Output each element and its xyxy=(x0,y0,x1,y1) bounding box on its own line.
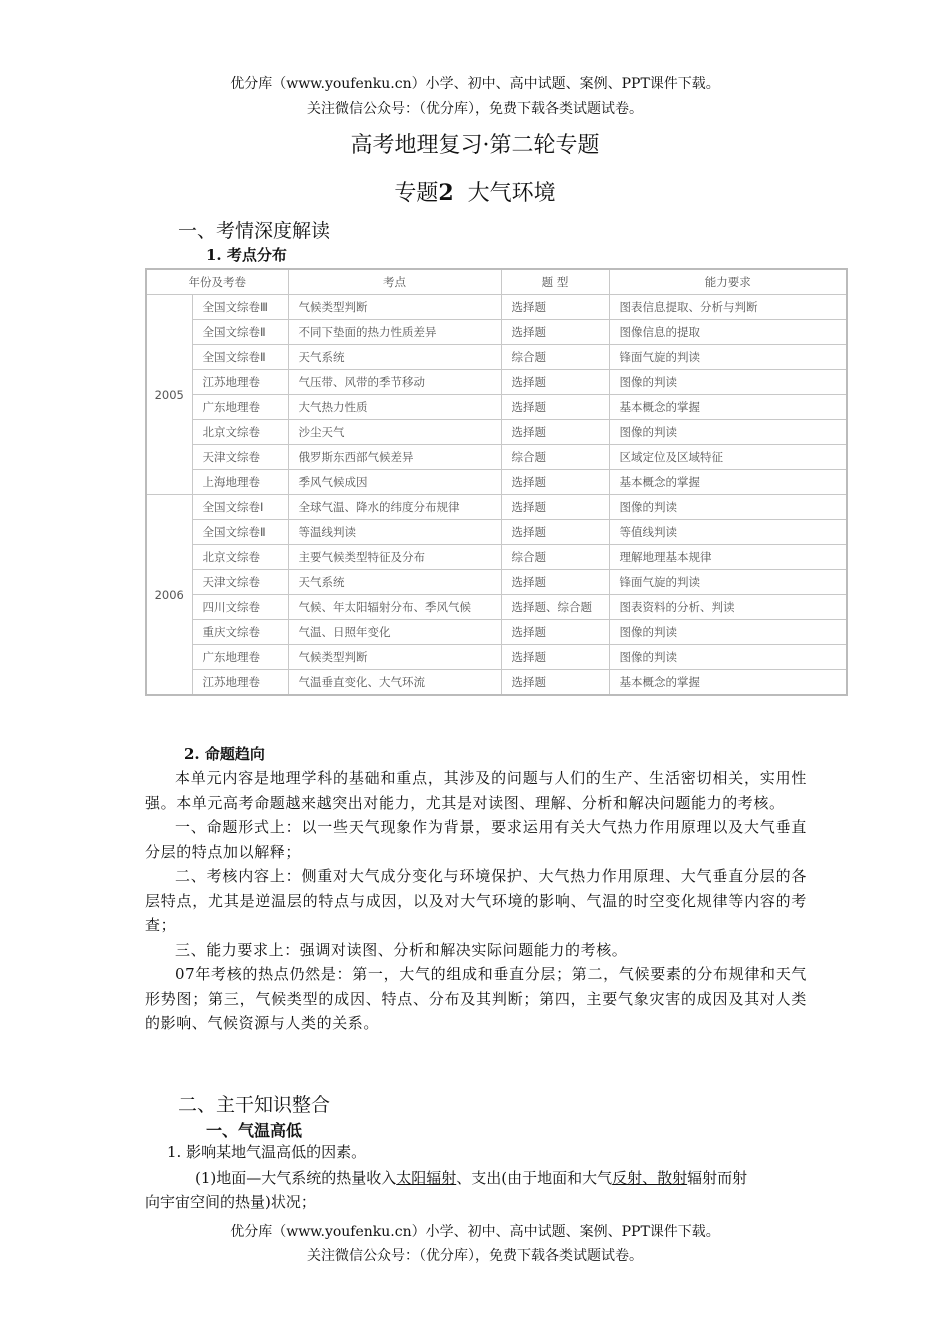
table-row xyxy=(146,645,847,670)
table-cell: 图像信息的提取 xyxy=(609,320,847,345)
table-cell: 天津文综卷 xyxy=(192,445,288,470)
footer-line-1: 优分库（www.youfenku.cn）小学、初中、高中试题、案例、PPT课件下载。 xyxy=(230,1224,720,1240)
table-cell: 重庆文综卷 xyxy=(192,620,288,645)
table-cell: 图像的判读 xyxy=(609,645,847,670)
table-cell: 天气系统 xyxy=(288,345,501,370)
table-cell: 北京文综卷 xyxy=(192,420,288,445)
table-cell: 选择题 xyxy=(501,420,609,445)
table-cell: 选择题 xyxy=(501,495,609,520)
trend-paragraph: 本单元内容是地理学科的基础和重点，其涉及的问题与人们的生产、生活密切相关，实用性强。本单元高考命题越来越突出对能力，尤其是对读图、理解、分析和解决问题能力的考核。 xyxy=(145,769,807,812)
table-cell: 选择题 xyxy=(501,320,609,345)
subheading-trend: 2. 命题趋向 xyxy=(184,745,265,763)
table-cell: 全国文综卷Ⅲ xyxy=(192,295,288,320)
table-cell: 俄罗斯东西部气候差异 xyxy=(288,445,501,470)
table-cell: 上海地理卷 xyxy=(192,470,288,495)
table-cell: 江苏地理卷 xyxy=(192,370,288,395)
table-cell: 天津文综卷 xyxy=(192,570,288,595)
trend-paragraph: 三、能力要求上：强调对读图、分析和解决实际问题能力的考核。 xyxy=(175,940,628,959)
table-row xyxy=(146,595,847,620)
table-cell: 季风气候成因 xyxy=(288,470,501,495)
table-row xyxy=(146,470,847,495)
table-row xyxy=(146,520,847,545)
table-row xyxy=(146,345,847,370)
table-cell: 江苏地理卷 xyxy=(192,670,288,696)
table-cell: 气候类型判断 xyxy=(288,645,501,670)
table-row xyxy=(146,545,847,570)
table-cell: 全国文综卷Ⅱ xyxy=(192,320,288,345)
table-cell: 基本概念的掌握 xyxy=(609,670,847,696)
table-cell: 沙尘天气 xyxy=(288,420,501,445)
table-header: 年份及考卷 xyxy=(146,269,288,295)
footer-line-2: 关注微信公众号：（优分库），免费下载各类试题试卷。 xyxy=(307,1248,643,1264)
table-cell: 大气热力性质 xyxy=(288,395,501,420)
table-cell: 选择题 xyxy=(501,295,609,320)
table-cell: 理解地理基本规律 xyxy=(609,545,847,570)
table-cell: 四川文综卷 xyxy=(192,595,288,620)
table-row xyxy=(146,320,847,345)
table-row xyxy=(146,420,847,445)
table-cell: 不同下垫面的热力性质差异 xyxy=(288,320,501,345)
exam-points-table xyxy=(145,268,848,696)
table-cell: 选择题 xyxy=(501,645,609,670)
trend-paragraph: 一、命题形式上：以一些天气现象作为背景，要求运用有关大气热力作用原理以及大气垂直分层的特点加以解释； xyxy=(145,818,807,861)
table-cell: 全国文综卷Ⅱ xyxy=(192,345,288,370)
item2-text: 辐射而射 xyxy=(687,1169,748,1187)
table-row xyxy=(146,620,847,645)
table-cell: 气压带、风带的季节移动 xyxy=(288,370,501,395)
subtitle-prefix: 专题 xyxy=(394,181,439,206)
table-cell: 综合题 xyxy=(501,445,609,470)
table-row xyxy=(146,370,847,395)
table-cell: 锋面气旋的判读 xyxy=(609,570,847,595)
year-cell: 2005 xyxy=(146,295,192,495)
trend-paragraph: 07年考核的热点仍然是：第一，大气的组成和垂直分层；第二，气候要素的分布规律和天气形势图；第三，气候类型的成因、特点、分布及其判断；第四，主要气象灾害的成因及其对人类的影响、气候资源与人类的关系。 xyxy=(145,965,807,1032)
table-cell: 全国文综卷Ⅰ xyxy=(192,495,288,520)
section-heading-1: 一、考情深度解读 xyxy=(178,220,331,242)
table-cell: 选择题、综合题 xyxy=(501,595,609,620)
subheading-exam-points: 1. 考点分布 xyxy=(206,246,287,264)
table-cell: 选择题 xyxy=(501,470,609,495)
table-cell: 选择题 xyxy=(501,370,609,395)
subtitle-rest: 大气环境 xyxy=(467,181,556,206)
table-header: 考点 xyxy=(288,269,501,295)
table-cell: 基本概念的掌握 xyxy=(609,470,847,495)
table-cell: 全国文综卷Ⅱ xyxy=(192,520,288,545)
table-row xyxy=(146,295,847,320)
table-cell: 图表资料的分析、判读 xyxy=(609,595,847,620)
table-header: 能力要求 xyxy=(609,269,847,295)
knowledge-item-2-cont: 向宇宙空间的热量)状况； xyxy=(145,1193,316,1211)
table-cell: 气候类型判断 xyxy=(288,295,501,320)
table-cell: 锋面气旋的判读 xyxy=(609,345,847,370)
table-cell: 选择题 xyxy=(501,620,609,645)
header-line-2: 关注微信公众号：（优分库），免费下载各类试题试卷。 xyxy=(307,101,643,117)
table-cell: 综合题 xyxy=(501,345,609,370)
table-cell: 图像的判读 xyxy=(609,495,847,520)
table-row xyxy=(146,395,847,420)
table-cell: 选择题 xyxy=(501,670,609,696)
table-row xyxy=(146,495,847,520)
knowledge-item-2 xyxy=(195,1166,747,1191)
table-header-row xyxy=(146,269,847,295)
subheading-temperature: 一、气温高低 xyxy=(206,1121,303,1140)
table-cell: 北京文综卷 xyxy=(192,545,288,570)
table-row xyxy=(146,570,847,595)
table-row xyxy=(146,445,847,470)
table-cell: 气候、年太阳辐射分布、季风气候 xyxy=(288,595,501,620)
table-header: 题 型 xyxy=(501,269,609,295)
item2-underline: 反射、散射 xyxy=(612,1169,688,1187)
table-cell: 广东地理卷 xyxy=(192,395,288,420)
doc-title: 高考地理复习·第二轮专题 xyxy=(350,133,600,158)
table-cell: 天气系统 xyxy=(288,570,501,595)
section-heading-2: 二、主干知识整合 xyxy=(178,1094,331,1116)
year-cell: 2006 xyxy=(146,495,192,696)
table-cell: 选择题 xyxy=(501,395,609,420)
table-cell: 图像的判读 xyxy=(609,620,847,645)
table-cell: 图像的判读 xyxy=(609,420,847,445)
subtitle-num: 2 xyxy=(438,180,454,206)
table-cell: 区域定位及区域特征 xyxy=(609,445,847,470)
table-cell: 选择题 xyxy=(501,570,609,595)
table-cell: 综合题 xyxy=(501,545,609,570)
table-cell: 基本概念的掌握 xyxy=(609,395,847,420)
table-cell: 选择题 xyxy=(501,520,609,545)
table-cell: 主要气候类型特征及分布 xyxy=(288,545,501,570)
trend-paragraph: 二、考核内容上：侧重对大气成分变化与环境保护、大气热力作用原理、大气垂直分层的各层特点，尤其是逆温层的特点与成因，以及对大气环境的影响、气温的时空变化规律等内容的考查； xyxy=(145,867,807,934)
table-cell: 全球气温、降水的纬度分布规律 xyxy=(288,495,501,520)
header-line-1: 优分库（www.youfenku.cn）小学、初中、高中试题、案例、PPT课件下载。 xyxy=(230,76,720,92)
table-cell: 等温线判读 xyxy=(288,520,501,545)
table-cell: 广东地理卷 xyxy=(192,645,288,670)
item2-text: (1)地面—大气系统的热量收入 xyxy=(195,1169,397,1187)
table-row xyxy=(146,670,847,696)
knowledge-item-1: 1. 影响某地气温高低的因素。 xyxy=(167,1143,367,1161)
table-cell: 图像的判读 xyxy=(609,370,847,395)
doc-subtitle xyxy=(0,176,950,207)
item2-underline: 太阳辐射 xyxy=(396,1169,457,1187)
table-cell: 气温、日照年变化 xyxy=(288,620,501,645)
item2-text: 、支出(由于地面和大气 xyxy=(456,1169,613,1187)
trend-body xyxy=(145,766,807,1036)
table-cell: 气温垂直变化、大气环流 xyxy=(288,670,501,696)
table-cell: 等值线判读 xyxy=(609,520,847,545)
table-cell: 图表信息提取、分析与判断 xyxy=(609,295,847,320)
